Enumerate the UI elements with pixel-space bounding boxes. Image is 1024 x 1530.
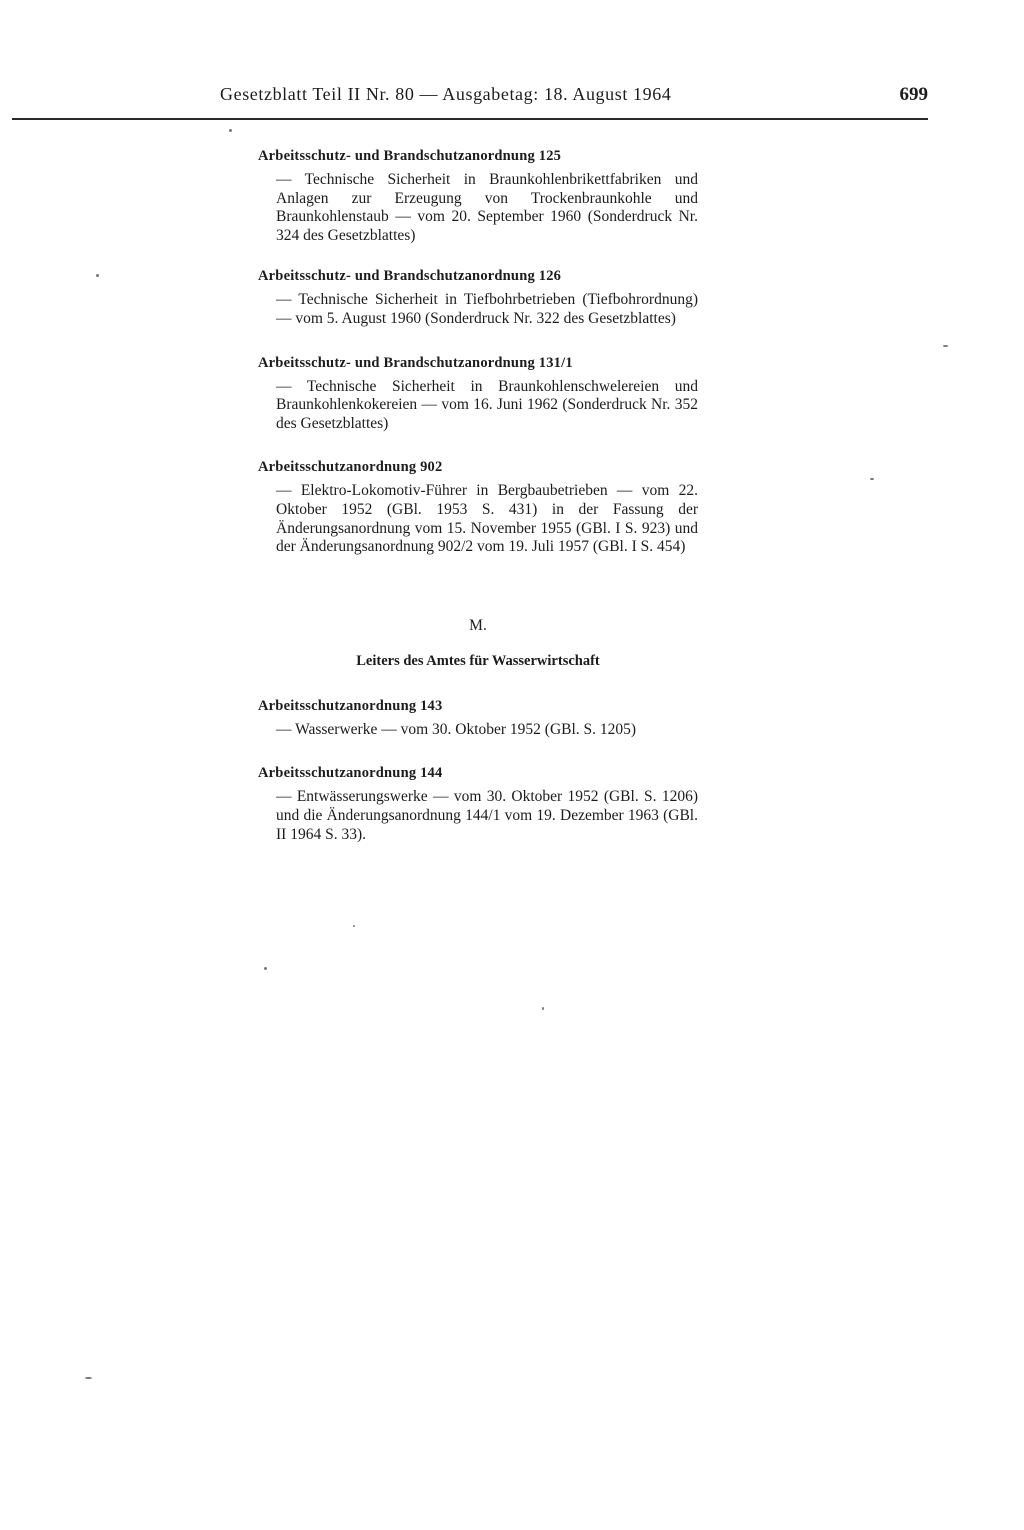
entry-text: — Technische Sicherheit in Tiefbohrbetrieben (Tiefbohrordnung) — vom 5. August 1960 (Sonderdruck Nr. 322 des Gesetzblattes) (276, 291, 698, 327)
header-title: Gesetzblatt Teil II Nr. 80 — Ausgabetag: 18. August 1964 (220, 84, 672, 104)
entry-902 (258, 459, 698, 556)
page-content (258, 148, 698, 844)
header-rule (12, 118, 928, 120)
entry-143 (258, 698, 698, 740)
entry-131-1 (258, 355, 698, 434)
scan-speck (264, 967, 267, 970)
entry-heading: Arbeitsschutzanordnung 143 (258, 697, 443, 714)
scan-speck (353, 925, 355, 927)
entry-text: — Entwässerungswerke — vom 30. Oktober 1952 (GBl. S. 1206) und die Änderungsanordnung 144/1 vom 19. Dezember 1963 (GBl. II 1964 S. 33). (276, 788, 698, 843)
scan-speck (85, 1377, 92, 1379)
entry-text: — Technische Sicherheit in Braunkohlenschwelereien und Braunkohlenkokereien — vom 16. Juni 1962 (Sonderdruck Nr. 352 des Gesetzblattes) (276, 377, 698, 432)
entry-126 (258, 268, 698, 328)
entry-heading: Arbeitsschutz- und Brandschutzanordnung 126 (258, 268, 562, 285)
page-number: 699 (899, 84, 928, 105)
entry-125 (258, 148, 698, 245)
entry-144 (258, 765, 698, 844)
scan-speck (943, 345, 948, 347)
entry-text: — Technische Sicherheit in Braunkohlenbrikettfabriken und Anlagen zur Erzeugung von Trockenbraunkohle und Braunkohlenstaub — vom 20. September 1960 (Sonderdruck Nr. 324 des Gesetzblattes) (276, 171, 698, 244)
entry-heading: Arbeitsschutz- und Brandschutzanordnung 131/1 (258, 354, 573, 371)
entry-heading: Arbeitsschutzanordnung 902 (258, 459, 443, 476)
scan-speck (870, 478, 874, 480)
entry-heading: Arbeitsschutz- und Brandschutzanordnung 125 (258, 148, 562, 164)
scan-speck (96, 274, 99, 277)
section-title: Leiters des Amtes für Wasserwirtschaft (356, 652, 600, 669)
scan-speck (542, 1007, 544, 1010)
scan-speck (229, 129, 232, 132)
section-letter: M. (469, 616, 487, 634)
entry-text: — Wasserwerke — vom 30. Oktober 1952 (GBl. S. 1205) (276, 720, 637, 738)
entry-heading: Arbeitsschutzanordnung 144 (258, 765, 443, 782)
entry-text: — Elektro-Lokomotiv-Führer in Bergbaubetrieben — vom 22. Oktober 1952 (GBl. 1953 S. 431) in der Fassung der Änderungsanordnung vom 15. November 1955 (GBl. I S. 923) und der Änderungsanordnung 902/2 vom 19. Juli 1957 (GBl. I S. 454) (276, 482, 698, 556)
